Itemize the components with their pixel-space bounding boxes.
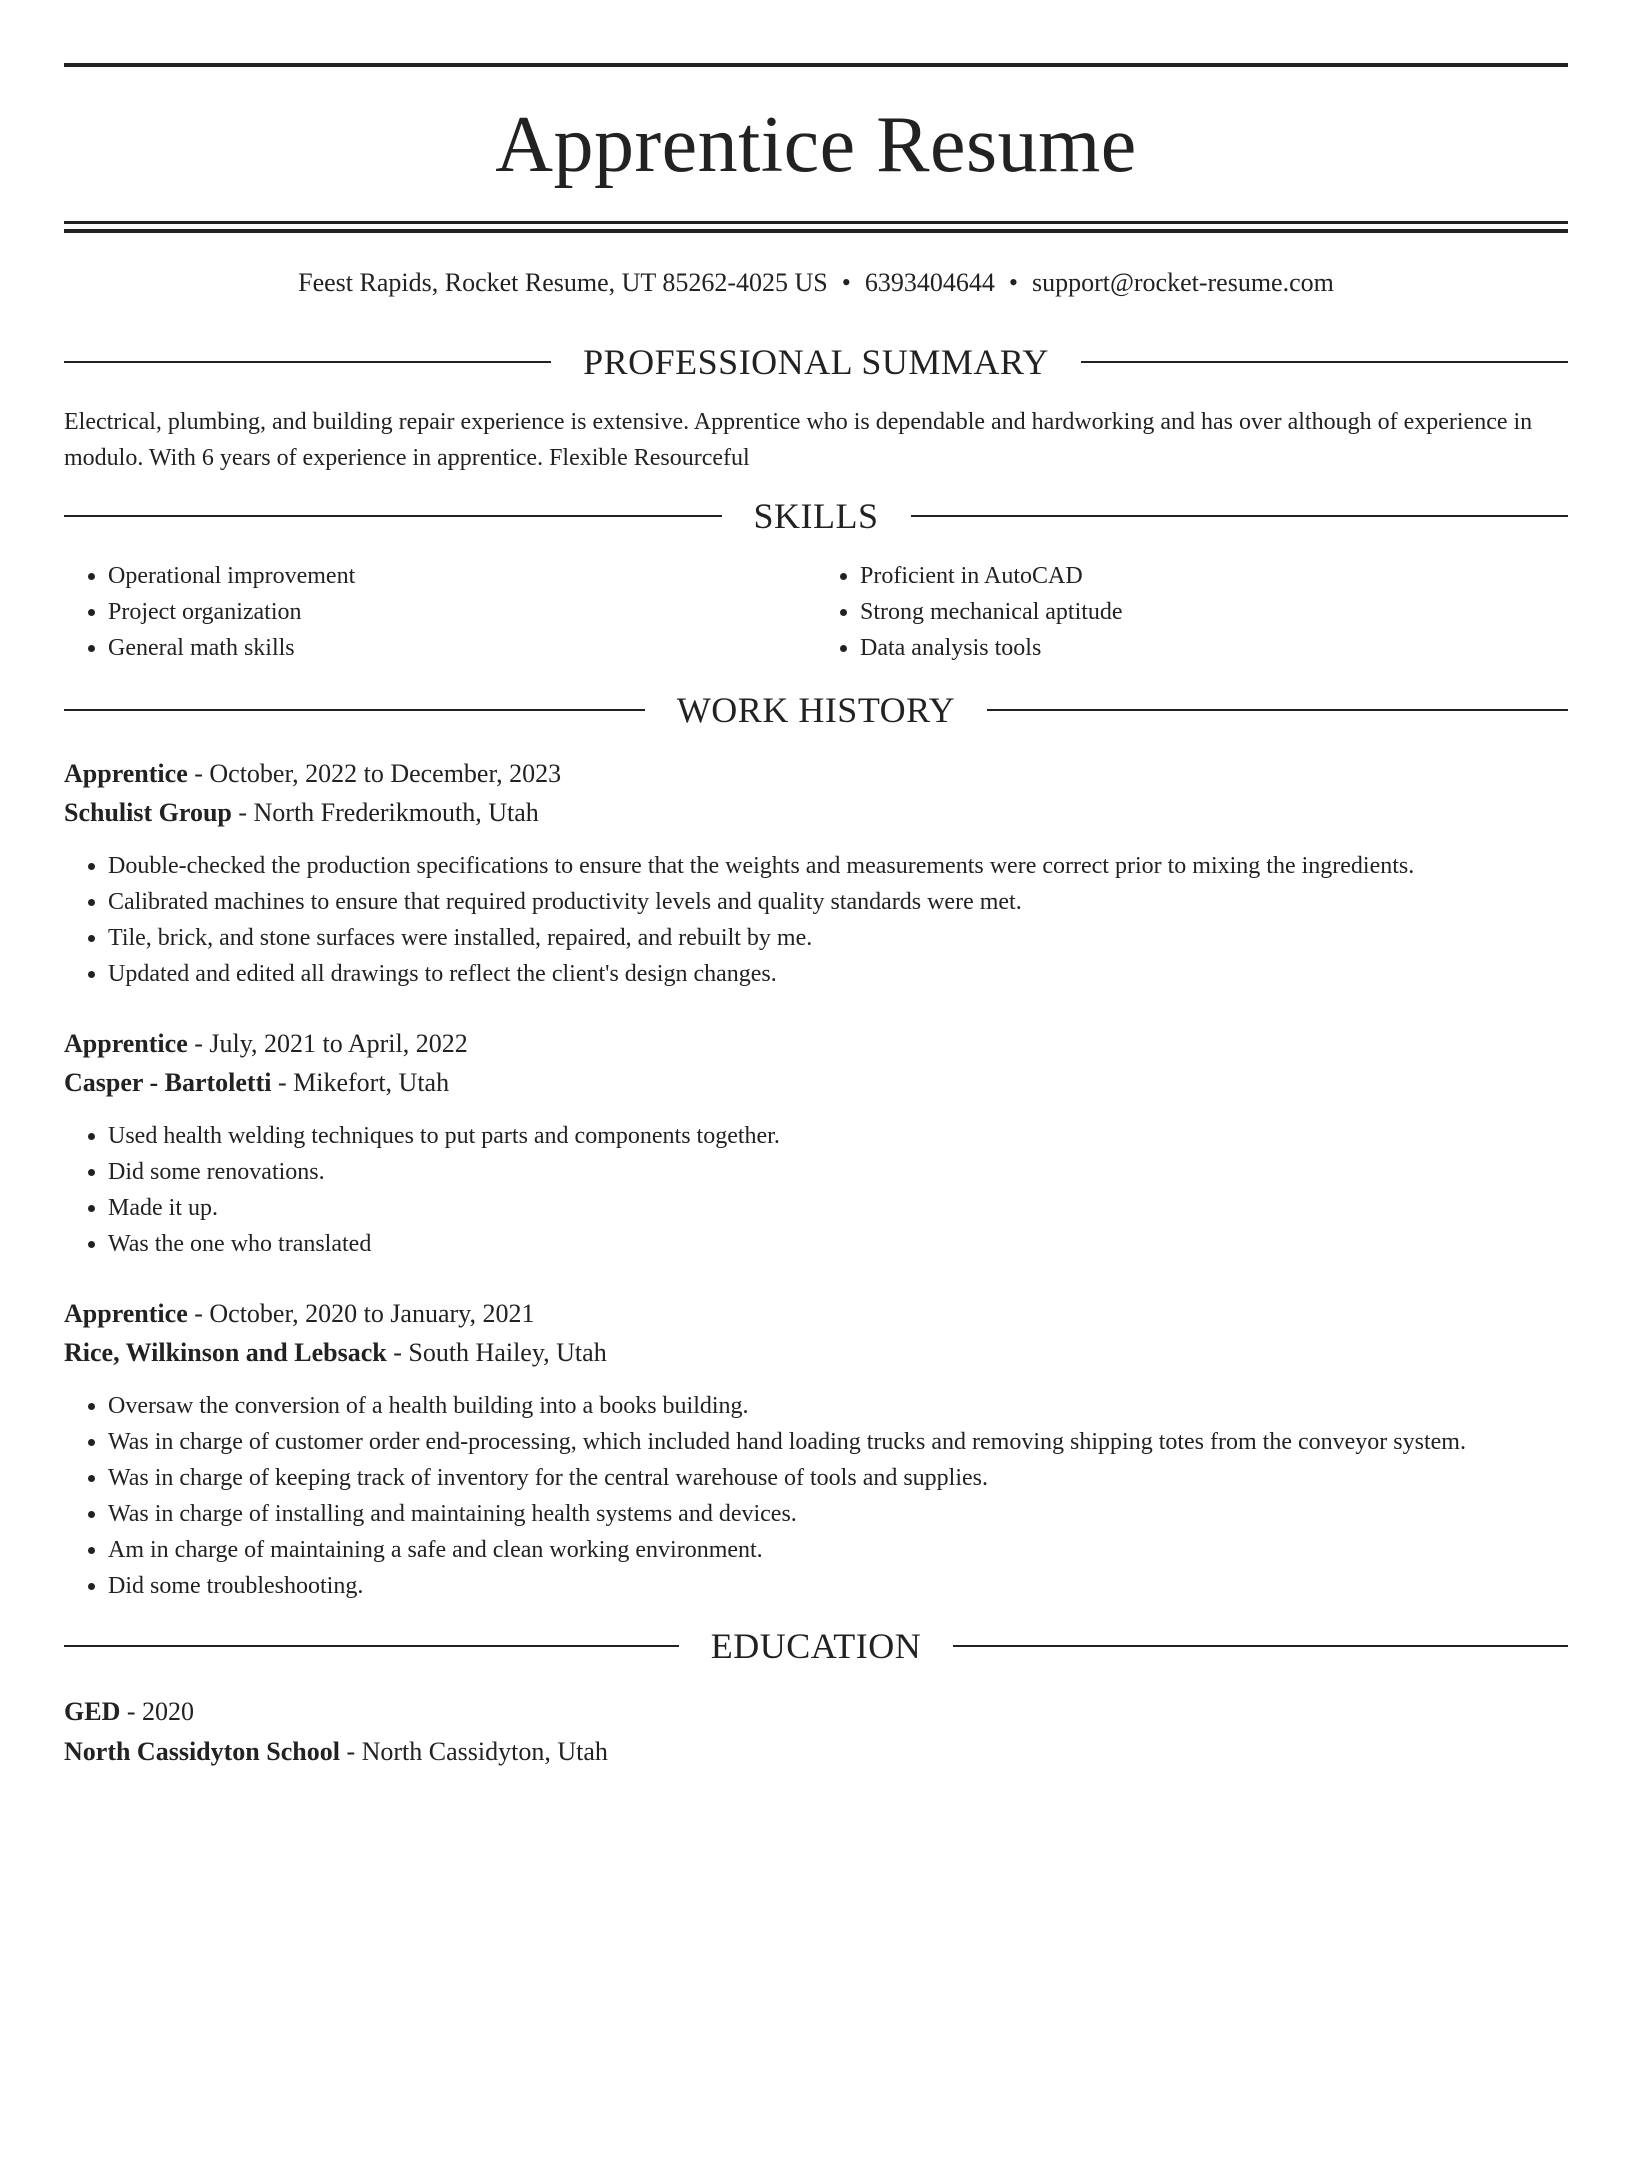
contact-separator: • — [841, 268, 851, 297]
job-company-line — [64, 1063, 1568, 1102]
heading-rule — [64, 1645, 679, 1647]
job-entry — [64, 754, 1568, 992]
job-bullet: • Was the one who translated — [108, 1226, 1568, 1262]
skills-section-heading — [64, 494, 1568, 538]
skills-column-right — [816, 558, 1568, 666]
education-school-line — [64, 1732, 1568, 1772]
skills-list — [64, 558, 1568, 666]
job-bullet: • Was in charge of keeping track of inventory for the central warehouse of tools and supplies. — [108, 1460, 1568, 1496]
top-rule — [64, 63, 1568, 67]
education-degree: GED — [64, 1697, 121, 1726]
work-heading: WORK HISTORY — [676, 690, 956, 730]
education-location: - North Cassidyton, Utah — [339, 1737, 608, 1766]
job-company-line — [64, 793, 1568, 832]
contact-line — [64, 266, 1568, 300]
education-degree-line — [64, 1692, 1568, 1732]
heading-rule — [911, 515, 1569, 517]
job-bullet: • Made it up. — [108, 1190, 1568, 1226]
job-company: Casper - Bartoletti — [64, 1068, 272, 1097]
contact-separator: • — [1008, 268, 1018, 297]
skill-item: • Proficient in AutoCAD — [860, 558, 1568, 594]
title-double-rule — [64, 221, 1568, 233]
job-title: Apprentice — [64, 759, 188, 788]
skills-heading: SKILLS — [753, 496, 879, 536]
job-title: Apprentice — [64, 1029, 188, 1058]
skills-column-left — [64, 558, 816, 666]
job-title: Apprentice — [64, 1299, 188, 1328]
education-heading: EDUCATION — [710, 1626, 922, 1666]
job-bullet: • Was in charge of installing and maintaining health systems and devices. — [108, 1496, 1568, 1532]
job-bullet: • Double-checked the production specifications to ensure that the weights and measurements were correct prior to mixing the ingredients. — [108, 848, 1568, 884]
heading-rule — [64, 515, 722, 517]
education-school: North Cassidyton School — [64, 1737, 340, 1766]
education-year: - 2020 — [120, 1697, 195, 1726]
job-bullet: • Am in charge of maintaining a safe and clean working environment. — [108, 1532, 1568, 1568]
job-title-line — [64, 754, 1568, 793]
job-location: - South Hailey, Utah — [386, 1338, 607, 1367]
job-title-line — [64, 1024, 1568, 1063]
summary-section-heading — [64, 340, 1568, 384]
job-bullet: • Used health welding techniques to put parts and components together. — [108, 1118, 1568, 1154]
job-dates: - October, 2022 to December, 2023 — [187, 759, 562, 788]
job-location: - North Frederikmouth, Utah — [231, 798, 539, 827]
resume-page — [0, 63, 1632, 2175]
job-location: - Mikefort, Utah — [271, 1068, 450, 1097]
heading-rule — [64, 709, 645, 711]
job-company-line — [64, 1333, 1568, 1372]
job-entry — [64, 1294, 1568, 1604]
heading-rule — [1081, 361, 1568, 363]
page-title: Apprentice Resume — [495, 101, 1137, 189]
job-bullets — [64, 848, 1568, 992]
job-dates: - July, 2021 to April, 2022 — [187, 1029, 468, 1058]
job-bullet: • Calibrated machines to ensure that required productivity levels and quality standards were met. — [108, 884, 1568, 920]
job-bullet: • Updated and edited all drawings to reflect the client's design changes. — [108, 956, 1568, 992]
job-bullet: • Oversaw the conversion of a health building into a books building. — [108, 1388, 1568, 1424]
contact-phone: 6393404644 — [864, 268, 995, 297]
job-bullets — [64, 1388, 1568, 1604]
heading-rule — [953, 1645, 1568, 1647]
heading-rule — [64, 361, 551, 363]
contact-email: support@rocket-resume.com — [1031, 268, 1334, 297]
job-entry — [64, 1024, 1568, 1262]
work-section-heading — [64, 688, 1568, 732]
summary-heading: PROFESSIONAL SUMMARY — [583, 342, 1049, 382]
job-bullet: • Was in charge of customer order end-processing, which included hand loading trucks and removing shipping totes from the conveyor system. — [108, 1424, 1568, 1460]
heading-rule — [987, 709, 1568, 711]
job-bullet: • Tile, brick, and stone surfaces were installed, repaired, and rebuilt by me. — [108, 920, 1568, 956]
job-company: Schulist Group — [64, 798, 232, 827]
skill-item: • Strong mechanical aptitude — [860, 594, 1568, 630]
job-bullets — [64, 1118, 1568, 1262]
skill-item: • Operational improvement — [108, 558, 816, 594]
summary-text: Electrical, plumbing, and building repair experience is extensive. Apprentice who is dependable and hardworking and has over although of experience in modulo. With 6 years of experience in apprentice. Flexible Resourceful — [64, 409, 1533, 471]
job-bullet: • Did some renovations. — [108, 1154, 1568, 1190]
education-entry — [64, 1692, 1568, 1772]
skill-item: • Project organization — [108, 594, 816, 630]
skill-item: • General math skills — [108, 630, 816, 666]
job-title-line — [64, 1294, 1568, 1333]
job-bullet: • Did some troubleshooting. — [108, 1568, 1568, 1604]
education-section-heading — [64, 1624, 1568, 1668]
contact-address: Feest Rapids, Rocket Resume, UT 85262-4025 US — [298, 268, 828, 297]
job-company: Rice, Wilkinson and Lebsack — [64, 1338, 387, 1367]
job-dates: - October, 2020 to January, 2021 — [187, 1299, 535, 1328]
skill-item: • Data analysis tools — [860, 630, 1568, 666]
